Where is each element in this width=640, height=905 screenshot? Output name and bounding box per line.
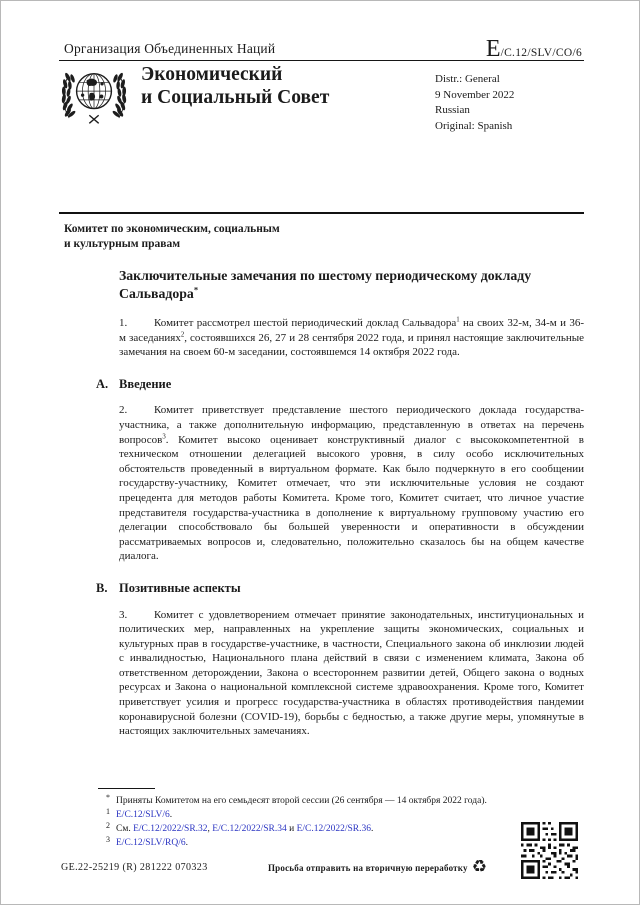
footnote-marker: 3 — [106, 835, 110, 844]
footnote-ref-1[interactable]: 1 — [456, 316, 460, 324]
council-title — [141, 63, 329, 109]
header-divider-thin — [59, 60, 584, 61]
committee-name — [64, 222, 280, 251]
distr-original: Original: Spanish — [435, 119, 513, 132]
qr-code — [521, 822, 578, 884]
distribution-block — [435, 72, 514, 134]
header-divider-thick — [59, 212, 584, 214]
distr-type: Distr.: General — [435, 73, 500, 85]
committee-name-line1: Комитет по экономическим, социальным — [64, 223, 280, 235]
paragraph-number: 2. — [119, 404, 128, 417]
committee-name-line2: и культурным правам — [64, 237, 181, 250]
section-letter-a: A. — [96, 376, 109, 391]
footnote-separator — [98, 788, 155, 789]
title-footnote-marker: * — [193, 284, 199, 295]
footnote-2: 2 См. E/C.12/2022/SR.32, E/C.12/2022/SR.34 и E/C.12/2022/SR.36. — [98, 822, 585, 836]
ge-job-number: GE.22-25219 (R) 281222 070323 — [61, 862, 208, 873]
footnote-1: 1 E/C.12/SLV/6. — [98, 808, 585, 822]
paragraph-2: 2. Комитет приветствует представление шестого периодического доклада государства-участника, а также дополнительную информацию, представленную в ответах на перечень вопросов$^3$. Комитет высоко оценивает конструктивный диалог с высококомпетентной в техническом отношении делегацией высокого уровня, в силу особо исключительных обстоятельств проведенный в виртуальном формате. Как было подчеркнуто в его сообщении государству-участнику, Комитет отмечает, что эти исключительные условия не создают прецедента для методов работы Комитета. Кроме того, Комитет считает, что личное участие представителя государства-участника в дополнение к виртуальному групповому участию его делегации способствовало бы большей уверенности и оперативности в обсуждении рассматриваемых вопросов и, следовательно, положительно сказалось бы на общем качестве диалога. — [119, 404, 584, 563]
footnote-star: * Приняты Комитетом на его семьдесят второй сессии (26 сентября — 14 октября 2022 года). — [98, 794, 585, 808]
document-title: Заключительные замечания по шестому периодическому докладу Сальвадора* — [119, 268, 532, 301]
document-symbol — [486, 36, 582, 63]
recycle-icon: ♻ — [471, 857, 487, 877]
council-title-line1: Экономический — [141, 64, 283, 85]
un-org-name: Организация Объединенных Наций — [64, 41, 276, 56]
footnote-ref-3[interactable]: 3 — [162, 432, 166, 440]
document-symbol-initial: E — [485, 36, 501, 62]
section-heading-a: A. Введение — [96, 376, 172, 391]
paragraph-1: 1. Комитет рассмотрел шестой периодический доклад Сальвадора$^1$ на своих 32-м, 34-м и 36-м заседаниях$^2$, состоявшихся 26, 27 и 28 сентября 2022 года, и принял настоящие заключительные замечания на своем 60-м заседании, состоявшемся 14 октября 2022 года. — [119, 316, 585, 359]
council-title-line2: и Социальный Совет — [141, 87, 330, 108]
recycle-notice-text: Просьба отправить на вторичную переработку — [267, 862, 468, 873]
paragraph-number: 1. — [119, 317, 128, 329]
paragraph-number: 3. — [119, 608, 128, 621]
footnotes-block — [98, 794, 585, 850]
footnote-marker: 2 — [106, 821, 110, 830]
footnote-marker: 1 — [106, 807, 110, 816]
document-link[interactable]: E/C.12/SLV/RQ/6 — [116, 838, 186, 848]
document-link[interactable]: E/C.12/2022/SR.32 — [133, 824, 208, 834]
un-emblem-icon — [57, 63, 131, 131]
section-letter-b: B. — [96, 580, 108, 595]
footnote-ref-2[interactable]: 2 — [180, 330, 185, 338]
recycle-notice — [268, 859, 487, 876]
document-symbol-rest: /C.12/SLV/CO/6 — [500, 47, 582, 59]
section-heading-b: B. Позитивные аспекты — [96, 580, 241, 595]
document-body — [96, 267, 585, 751]
document-link[interactable]: E/C.12/2022/SR.36 — [296, 824, 372, 834]
footnote-3: 3 E/C.12/SLV/RQ/6. — [98, 836, 585, 850]
paragraph-3: 3. Комитет с удовлетворением отмечает принятие законодательных, институциональных и политических мер, направленных на укрепление защиты экономических, социальных и культурных прав в государстве-участнике, в частности, Специального закона об инклюзии людей с инвалидностью, Национального плана действий в связи с изменением климата, Закона об ответственном деторождении, Закона о всестороннем развитии детей, Общего закона о водных ресурсах и Закона о национальной комплексной системе здравоохранения. Кроме того, Комитет приветствует усилия и прогресс государства-участника в областях противодействия пандемии коронавирусной болезни (COVID-19), борьбы с бедностью, а также другие меры, упомянутые в настоящих заключительных замечаниях. — [119, 608, 584, 738]
distr-language: Russian — [435, 104, 470, 117]
document-link[interactable]: E/C.12/SLV/6 — [116, 810, 170, 820]
document-link[interactable]: E/C.12/2022/SR.34 — [212, 824, 287, 834]
distr-date: 9 November 2022 — [435, 88, 515, 101]
footnote-marker: * — [106, 793, 110, 802]
